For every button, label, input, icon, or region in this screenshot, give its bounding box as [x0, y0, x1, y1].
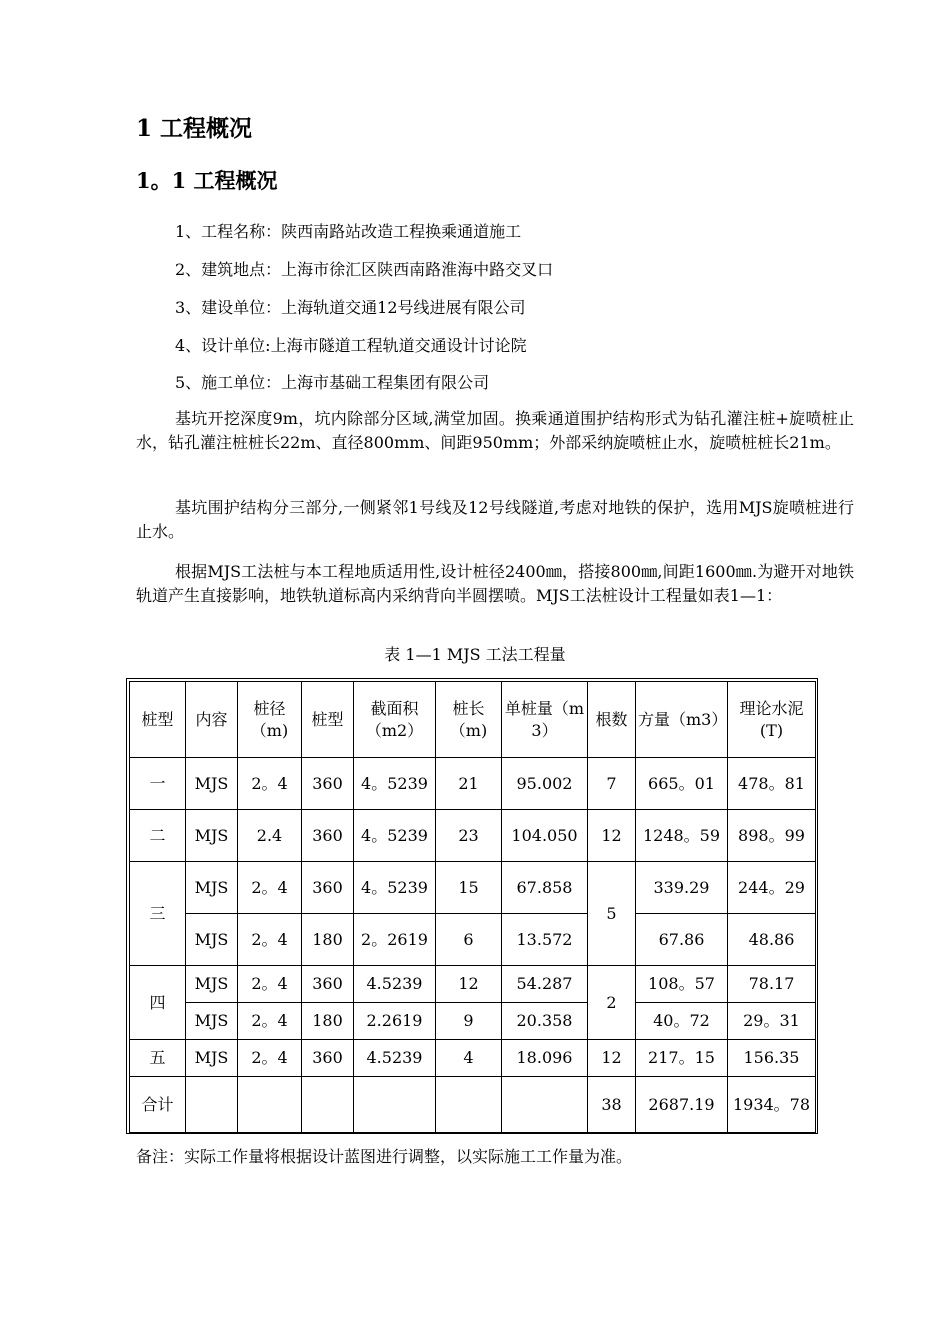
table-cell: MJS: [186, 966, 238, 1003]
list-item: 3、建设单位：上海轨道交通12号线进展有限公司: [175, 298, 526, 317]
table-cell: [502, 1077, 588, 1133]
header-cell: 桩长（m): [436, 682, 502, 758]
table-cell: 360: [302, 758, 354, 810]
table-cell: 6: [436, 914, 502, 966]
table-cell: 二: [130, 810, 186, 862]
header-cell: 单桩量（m3）: [502, 682, 588, 758]
table-cell: 四: [130, 966, 186, 1040]
table-row: [130, 1003, 816, 1040]
table-cell: [436, 1077, 502, 1133]
table-note: 备注：实际工作量将根据设计蓝图进行调整，以实际施工工作量为准。: [136, 1147, 633, 1166]
table-cell: 78.17: [728, 966, 816, 1003]
table-cell: 360: [302, 810, 354, 862]
table-cell: 180: [302, 914, 354, 966]
header-cell: 截面积（m2）: [354, 682, 436, 758]
table-cell: 4。5239: [354, 862, 436, 914]
table-cell: 244。29: [728, 862, 816, 914]
table-cell: 48.86: [728, 914, 816, 966]
table-cell: MJS: [186, 758, 238, 810]
table-cell: 五: [130, 1040, 186, 1077]
paragraph: 基坑围护结构分三部分,一侧紧邻1号线及12号线隧道,考虑对地铁的保护，选用MJS旋喷桩进行止水。: [136, 498, 854, 541]
header-cell: 内容: [186, 682, 238, 758]
table-cell: 7: [588, 758, 636, 810]
table-cell: 217。15: [636, 1040, 728, 1077]
table-cell: 4。5239: [354, 810, 436, 862]
table-cell: 4.5239: [354, 966, 436, 1003]
table-cell: 104.050: [502, 810, 588, 862]
table-cell: MJS: [186, 810, 238, 862]
table-cell: 2。4: [238, 1040, 302, 1077]
table-cell: 665。01: [636, 758, 728, 810]
list-item: 5、施工单位：上海市基础工程集团有限公司: [175, 373, 490, 392]
table-cell: 9: [436, 1003, 502, 1040]
table-cell: 12: [588, 810, 636, 862]
table-cell: 54.287: [502, 966, 588, 1003]
table-cell: [302, 1077, 354, 1133]
table-cell: 67.858: [502, 862, 588, 914]
quantity-table: [126, 678, 818, 1134]
table-cell: 360: [302, 1040, 354, 1077]
table-cell: 4: [436, 1040, 502, 1077]
table-cell: MJS: [186, 914, 238, 966]
table-cell: 1934。78: [728, 1077, 816, 1133]
table-cell: 67.86: [636, 914, 728, 966]
table-cell: 4。5239: [354, 758, 436, 810]
header-cell: 理论水泥(T): [728, 682, 816, 758]
heading-2: 1。1 工程概况: [136, 168, 278, 193]
table-header-row: [130, 682, 816, 758]
table-cell: 5: [588, 862, 636, 966]
table-cell: 2。4: [238, 914, 302, 966]
table-cell: 156.35: [728, 1040, 816, 1077]
table-cell: 29。31: [728, 1003, 816, 1040]
table-cell: 13.572: [502, 914, 588, 966]
list-item: 1、工程名称：陕西南路站改造工程换乘通道施工: [175, 222, 522, 241]
table-cell: 2。4: [238, 758, 302, 810]
table-cell: 2: [588, 966, 636, 1040]
table-row: [130, 914, 816, 966]
header-cell: 桩径（m): [238, 682, 302, 758]
table-cell: 339.29: [636, 862, 728, 914]
table-cell: MJS: [186, 1040, 238, 1077]
header-cell: 桩型: [130, 682, 186, 758]
table-cell: 1248。59: [636, 810, 728, 862]
table-cell: 一: [130, 758, 186, 810]
table-cell: 898。99: [728, 810, 816, 862]
table-cell: 2。2619: [354, 914, 436, 966]
table-cell: 360: [302, 966, 354, 1003]
table-cell: 180: [302, 1003, 354, 1040]
table-row: [130, 862, 816, 914]
table-cell: [238, 1077, 302, 1133]
list-item: 2、建筑地点：上海市徐汇区陕西南路淮海中路交叉口: [175, 260, 554, 279]
heading-1: 1 工程概况: [136, 115, 253, 142]
header-cell: 桩型: [302, 682, 354, 758]
table-cell: [186, 1077, 238, 1133]
table-cell: 2.4: [238, 810, 302, 862]
table-total-row: [130, 1077, 816, 1133]
table-caption: 表 1—1 MJS 工法工程量: [384, 645, 566, 664]
table-cell: 40。72: [636, 1003, 728, 1040]
table-cell: 95.002: [502, 758, 588, 810]
table-cell: MJS: [186, 862, 238, 914]
table-cell: 2。4: [238, 966, 302, 1003]
table-cell: 12: [588, 1040, 636, 1077]
table-cell: 2。4: [238, 862, 302, 914]
header-cell: 方量（m3）: [636, 682, 728, 758]
table-row: [130, 810, 816, 862]
table-cell: 18.096: [502, 1040, 588, 1077]
table-cell: MJS: [186, 1003, 238, 1040]
table-cell: 23: [436, 810, 502, 862]
table-cell: 478。81: [728, 758, 816, 810]
table-cell: 三: [130, 862, 186, 966]
header-cell: 根数: [588, 682, 636, 758]
table-cell: 2.2619: [354, 1003, 436, 1040]
table-cell: 2687.19: [636, 1077, 728, 1133]
list-item: 4、设计单位:上海市隧道工程轨道交通设计讨论院: [175, 336, 527, 355]
table-row: [130, 758, 816, 810]
table-cell: 108。57: [636, 966, 728, 1003]
table-cell: 2。4: [238, 1003, 302, 1040]
table-cell: 12: [436, 966, 502, 1003]
table-row: [130, 1040, 816, 1077]
paragraph: 根据MJS工法桩与本工程地质适用性,设计桩径2400㎜，搭接800㎜,间距1600㎜.为避开对地铁轨道产生直接影响，地铁轨道标高内采纳背向半圆摆喷。MJS工法桩设计工程量如表1—1：: [136, 562, 854, 605]
table-cell: 360: [302, 862, 354, 914]
table-cell: 21: [436, 758, 502, 810]
table-cell: 15: [436, 862, 502, 914]
table-cell: 合计: [130, 1077, 186, 1133]
table-cell: [354, 1077, 436, 1133]
paragraph: 基坑开挖深度9m，坑内除部分区域,满堂加固。换乘通道围护结构形式为钻孔灌注桩+旋喷桩止水，钻孔灌注桩桩长22m、直径800mm、间距950mm；外部采纳旋喷桩止水，旋喷桩桩长21m。: [136, 409, 854, 452]
table-cell: 38: [588, 1077, 636, 1133]
table-cell: 20.358: [502, 1003, 588, 1040]
table-row: [130, 966, 816, 1003]
table-cell: 4.5239: [354, 1040, 436, 1077]
